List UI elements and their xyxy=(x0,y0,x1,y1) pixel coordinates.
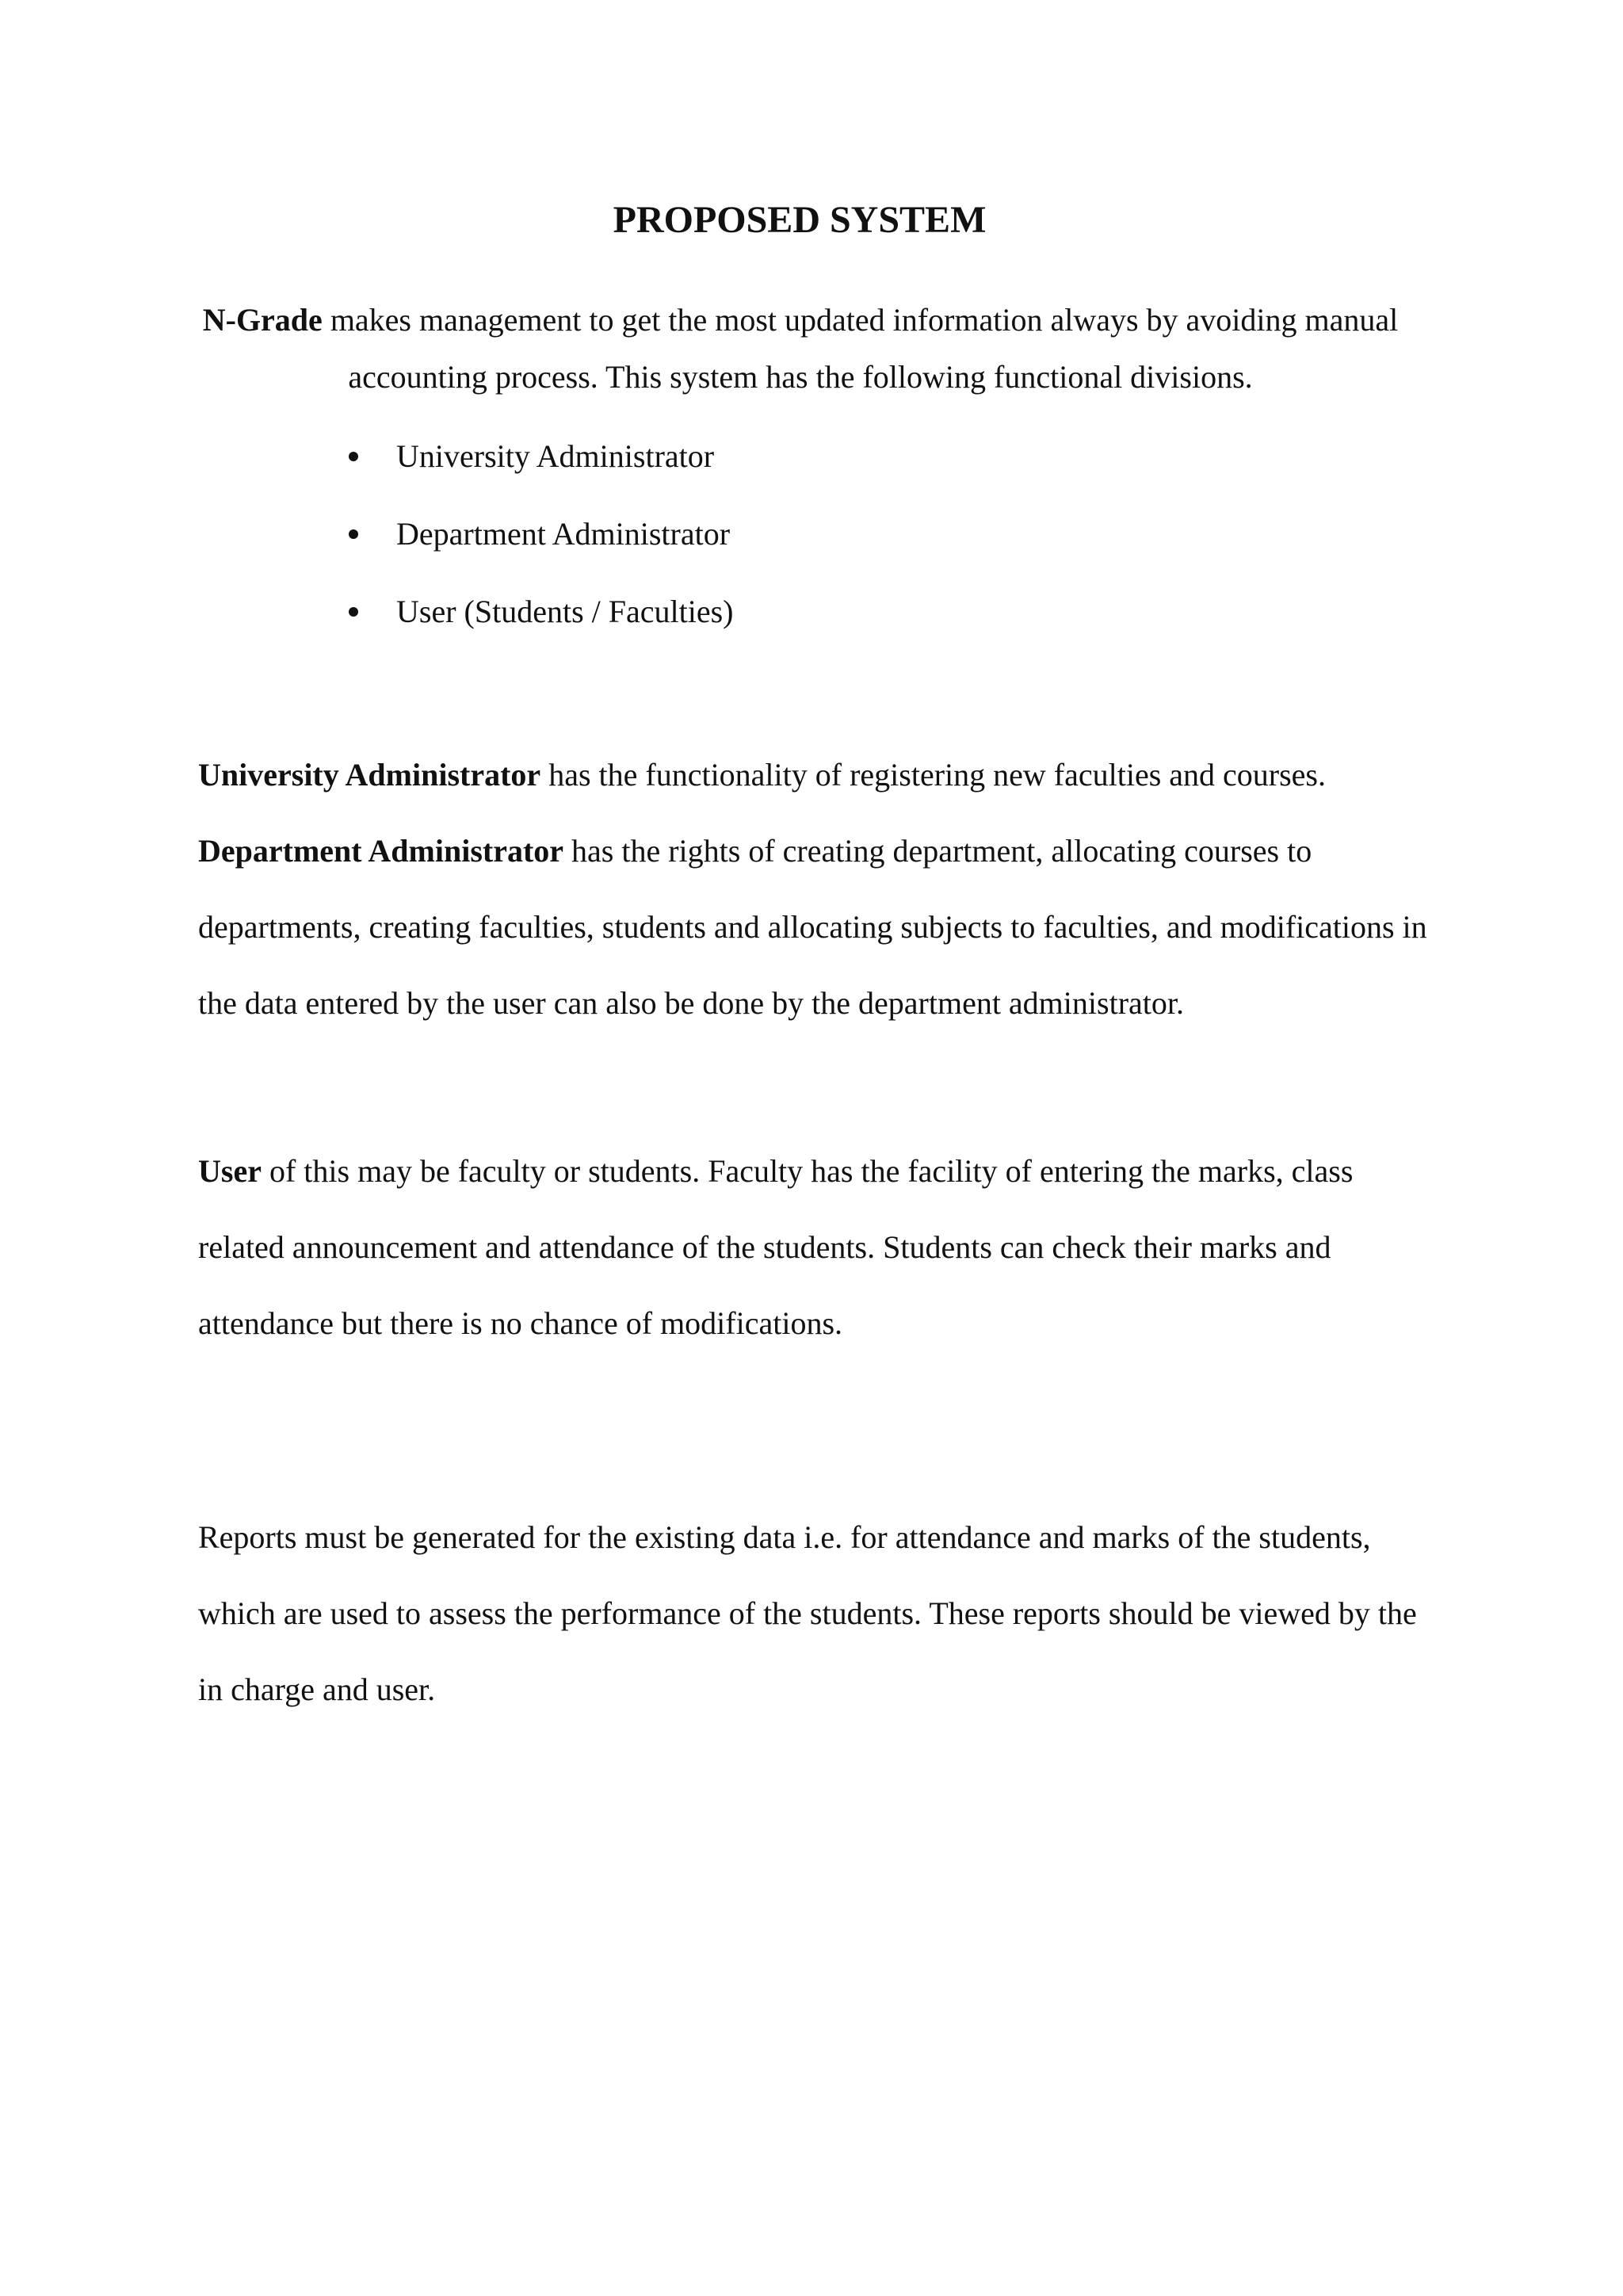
intro-paragraph xyxy=(158,292,1442,406)
user-paragraph xyxy=(198,1133,1434,1362)
page-title: PROPOSED SYSTEM xyxy=(613,199,987,241)
user-text: of this may be faculty or students. Faculty has the facility of entering the marks, class related announcement and attendance of the students. Students can check their marks and attendance but there is no chance of modifications. xyxy=(198,1153,1354,1341)
list-item-label: User (Students / Faculties) xyxy=(396,594,734,629)
list-item xyxy=(349,515,734,553)
user-bold: User xyxy=(198,1153,262,1189)
list-item-label: University Administrator xyxy=(396,438,715,474)
dept-admin-text: has the rights of creating department, allocating courses to departments, creating faculties, students and allocating subjects to faculties, and modifications in the data entered by the user can also be done by the department administrator. xyxy=(198,833,1427,1021)
intro-lead-bold: N-Grade xyxy=(202,302,323,338)
list-item xyxy=(349,437,734,476)
admin-paragraph xyxy=(198,737,1434,1041)
bullet-icon xyxy=(349,452,358,461)
univ-admin-bold: University Administrator xyxy=(198,757,541,793)
reports-paragraph: Reports must be generated for the existing data i.e. for attendance and marks of the students, which are used to assess the performance of the students. These reports should be viewed by the in charge and user. xyxy=(198,1519,1417,1707)
intro-text: makes management to get the most updated information always by avoiding manual accounting process. This system has the following functional divisions. xyxy=(322,302,1399,395)
divisions-list xyxy=(349,437,734,670)
univ-admin-text: has the functionality of registering new faculties and courses. xyxy=(540,757,1326,793)
dept-admin-bold: Department Administrator xyxy=(198,833,564,869)
bullet-icon xyxy=(349,529,358,539)
list-item-label: Department Administrator xyxy=(396,516,731,552)
list-item xyxy=(349,593,734,631)
bullet-icon xyxy=(349,607,358,617)
